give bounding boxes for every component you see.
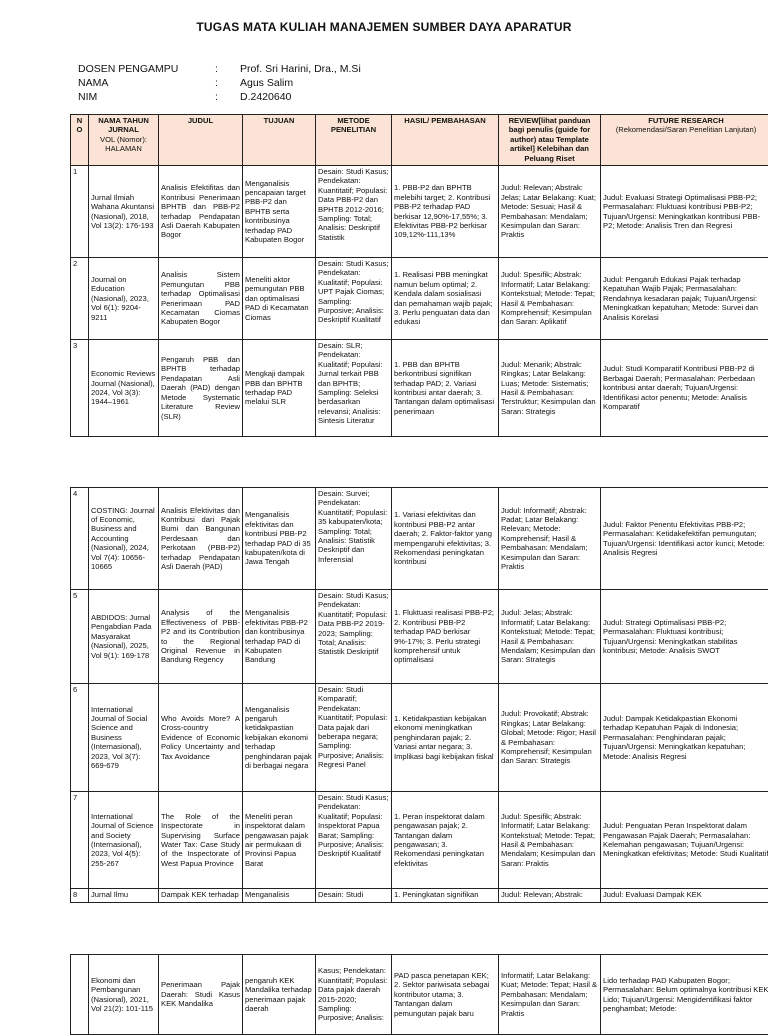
cell-tujuan: pengaruh KEK Mandalika terhadap penerimaan pajak daerah bbox=[243, 955, 316, 1035]
header-tujuan: TUJUAN bbox=[243, 115, 316, 166]
header-future: FUTURE RESEARCH (Rekomendasi/Saran Penelitian Lanjutan) bbox=[601, 115, 768, 166]
header-jurnal: NAMA TAHUN JURNAL VOL (Nomor): HALAMAN bbox=[89, 115, 159, 166]
cell-tujuan: Meneliti aktor pemungutan PBB dan optimalisasi PAD di Kecamatan Ciomas bbox=[243, 258, 316, 340]
table-row bbox=[71, 590, 768, 684]
meta-value: Agus Salim bbox=[240, 76, 293, 90]
review-table-page-1 bbox=[70, 114, 768, 437]
cell-future: Judul: Faktor Penentu Efektivitas PBB-P2; Permasalahan: Ketidakefektifan pemungutan; Tujuan/Urgensi: Identifikasi actor kunci; Metode: Analisis Regresi bbox=[601, 488, 768, 590]
cell-future: Judul: Evaluasi Dampak KEK bbox=[601, 889, 768, 903]
cell-tujuan: Mengkaji dampak PBB dan BPHTB terhadap PAD melalui SLR bbox=[243, 340, 316, 437]
cell-future: Judul: Pengaruh Edukasi Pajak terhadap Kepatuhan Wajib Pajak; Permasalahan: Rendahnya kesadaran pajak; Tujuan/Urgensi: Meningkatkan kepatuhan; Metode: Survei dan Analisis Korelasi bbox=[601, 258, 768, 340]
cell-tujuan: Meneliti peran inspektorat dalam pengawasan pajak air permukaan di Provinsi Papua Barat bbox=[243, 792, 316, 889]
cell-no: 7 bbox=[71, 792, 89, 889]
cell-future: Judul: Dampak Ketidakpastian Ekonomi terhadap Kepatuhan Pajak di Indonesia; Permasalahan: Penghindaran pajak; Tujuan/Urgensi: Meningkatkan kepatuhan; Metode: Analisis Regresi bbox=[601, 684, 768, 792]
cell-jurnal: International Journal of Science and Society (Internasional), 2023, Vol 4(5): 255-267 bbox=[89, 792, 159, 889]
header-judul: JUDUL bbox=[159, 115, 243, 166]
cell-review: Judul: Menarik; Abstrak: Ringkas; Latar Belakang: Luas; Metode: Sistematis; Hasil & Pembahasan: Terstruktur; Kesimpulan dan Saran: Strategis bbox=[499, 340, 601, 437]
cell-tujuan: Menganalisis pengaruh ketidakpastian kebijakan ekonomi terhadap penghindaran pajak di berbagai negara bbox=[243, 684, 316, 792]
cell-metode: Desain: Survei; Pendekatan: Kuantitatif; Populasi: 35 kabupaten/kota; Sampling: Total; Analisis: Statistik Deskriptif dan Inferensial bbox=[316, 488, 392, 590]
cell-review: Judul: Spesifik; Abstrak: Informatif; Latar Belakang: Kontekstual; Metode: Tepat; Hasil & Pembahasan: Mendalam; Kesimpulan dan Saran: Praktis bbox=[499, 792, 601, 889]
cell-metode: Desain: Studi Komparatif; Pendekatan: Kuantitatif; Populasi: Data pajak dari beberapa negara; Sampling: Purposive; Analisis: Regresi Panel bbox=[316, 684, 392, 792]
cell-hasil: 1. PBB dan BPHTB berkontribusi signifikan terhadap PAD; 2. Variasi kontribusi antar daerah; 3. Tantangan dalam optimalisasi penerimaan bbox=[392, 340, 499, 437]
table-row bbox=[71, 166, 768, 258]
cell-no: 8 bbox=[71, 889, 89, 903]
cell-no: 4 bbox=[71, 488, 89, 590]
meta-value: Prof. Sri Harini, Dra., M.Si bbox=[240, 62, 361, 76]
cell-review: Judul: Spesifik; Abstrak: Informatif; Latar Belakang: Kontekstual; Metode: Tepat; Hasil & Pembahasan: Komprehensif; Kesimpulan dan Saran: Aplikatif bbox=[499, 258, 601, 340]
cell-judul: Dampak KEK terhadap bbox=[159, 889, 243, 903]
cell-hasil: 1. Ketidakpastian kebijakan ekonomi meningkatkan penghindaran pajak; 2. Variasi antar negara; 3. Implikasi bagi kebijakan fiskal bbox=[392, 684, 499, 792]
cell-no: 5 bbox=[71, 590, 89, 684]
cell-tujuan: Menganalisis efektivitas dan kontribusi PBB-P2 terhadap PAD di 35 kabupaten/kota di Jawa Tengah bbox=[243, 488, 316, 590]
review-table-page-3 bbox=[70, 954, 768, 1035]
cell-hasil: 1. PBB-P2 dan BPHTB melebihi target; 2. Kontribusi PBB-P2 terhadap PAD berkisar 12,90%-17,55%; 3. Efektivitas PBB-P2 berkisar 109,12%-111,13% bbox=[392, 166, 499, 258]
cell-future: Judul: Evaluasi Strategi Optimalisasi PBB-P2; Permasalahan: Fluktuasi kontribusi PBB-P2; Tujuan/Urgensi: Meningkatkan kontribusi PBB-P2; Metode: Analisis Tren dan Regresi bbox=[601, 166, 768, 258]
table-row bbox=[71, 488, 768, 590]
meta-colon: : bbox=[215, 90, 240, 104]
meta-label: NAMA bbox=[78, 76, 215, 90]
meta-colon: : bbox=[215, 62, 240, 76]
header-no: N O bbox=[71, 115, 89, 166]
cell-metode: Desain: Studi Kasus; Pendekatan: Kualitatif; Populasi: UPT Pajak Ciomas; Sampling: Purposive; Analisis: Deskriptif Kualitatif bbox=[316, 258, 392, 340]
cell-metode: Desain: Studi Kasus; Pendekatan: Kuantitatif; Populasi: Data PBB-P2 dan BPHTB 2012-2016; Sampling: Total; Analisis: Deskriptif Statistik bbox=[316, 166, 392, 258]
table-row bbox=[71, 955, 768, 1035]
cell-review: Judul: Provokatif; Abstrak: Ringkas; Latar Belakang: Global; Metode: Rigor; Hasil & Pembahasan: Komprehensif; Kesimpulan dan Saran: Strategis bbox=[499, 684, 601, 792]
cell-review: Judul: Jelas; Abstrak: Informatif; Latar Belakang: Kontekstual; Metode: Tepat; Hasil & Pembahasan: Mendalam; Kesimpulan dan Saran: Strategis bbox=[499, 590, 601, 684]
cell-hasil: 1. Peningkatan signifikan bbox=[392, 889, 499, 903]
cell-future: Judul: Studi Komparatif Kontribusi PBB-P2 di Berbagai Daerah; Permasalahan: Perbedaan kontribusi antar daerah; Tujuan/Urgensi: Identifikasi actor penentu; Metode: Analisis Komparatif bbox=[601, 340, 768, 437]
cell-judul: Analisis Efektivitas dan Kontribusi dari Pajak Bumi dan Bangunan Perdesaan dan Perkotaan (PBB-P2) terhadap Pendapatan Asli Daerah (PAD) bbox=[159, 488, 243, 590]
cell-no: 6 bbox=[71, 684, 89, 792]
cell-judul: Penerimaan Pajak Daerah: Studi Kasus KEK Mandalika bbox=[159, 955, 243, 1035]
cell-hasil: 1. Realisasi PBB meningkat namun belum optimal; 2. Kendala dalam sosialisasi dan pemahaman wajib pajak; 3. Perlu penguatan data dan edukasi bbox=[392, 258, 499, 340]
cell-jurnal: Journal on Education (Nasional), 2023, Vol 6(1): 9204-9211 bbox=[89, 258, 159, 340]
cell-future: Judul: Penguatan Peran Inspektorat dalam Pengawasan Pajak Daerah; Permasalahan: Kelemahan pengawasan; Tujuan/Urgensi: Meningkatkan efektivitas; Metode: Studi Kualitatif bbox=[601, 792, 768, 889]
meta-row-name bbox=[78, 76, 361, 90]
student-info bbox=[78, 62, 361, 104]
table-row bbox=[71, 889, 768, 903]
meta-colon: : bbox=[215, 76, 240, 90]
cell-review: Informatif; Latar Belakang: Kuat; Metode: Tepat; Hasil & Pembahasan: Mendalam; Kesimpulan dan Saran: Praktis bbox=[499, 955, 601, 1035]
meta-label: DOSEN PENGAMPU bbox=[78, 62, 215, 76]
cell-judul: The Role of the Inspectorate in Supervising Surface Water Tax: Case Study of the Inspectorate of West Papua Province bbox=[159, 792, 243, 889]
cell-metode: Desain: SLR; Pendekatan: Kualitatif; Populasi: Jurnal terkait PBB dan BPHTB; Sampling: Seleksi berdasarkan relevansi; Analisis: Sintesis Literatur bbox=[316, 340, 392, 437]
header-metode: METODE PENELITIAN bbox=[316, 115, 392, 166]
cell-hasil: PAD pasca penetapan KEK; 2. Sektor pariwisata sebagai kontributor utama; 3. Tantangan dalam pemungutan pajak baru bbox=[392, 955, 499, 1035]
table-row bbox=[71, 340, 768, 437]
table-header-row bbox=[71, 115, 768, 166]
cell-jurnal: ABDIDOS: Jurnal Pengabdian Pada Masyarakat (Nasional), 2025, Vol 9(1): 169-178 bbox=[89, 590, 159, 684]
cell-judul: Who Avoids More? A Cross-country Evidence of Economic Policy Uncertainty and Tax Avoidance bbox=[159, 684, 243, 792]
cell-no: 3 bbox=[71, 340, 89, 437]
cell-no: 2 bbox=[71, 258, 89, 340]
cell-metode: Desain: Studi bbox=[316, 889, 392, 903]
cell-jurnal: Jurnal Ilmu bbox=[89, 889, 159, 903]
cell-judul: Analisis Sistem Pemungutan PBB terhadap Optimalisasi Penerimaan PAD Kecamatan Ciomas Kabupaten Bogor bbox=[159, 258, 243, 340]
cell-judul: Analisis Efektifitas dan Kontribusi Penerimaan BPHTB dan PBB-P2 terhadap Pendapatan Asli Daerah Kabupaten Bogor bbox=[159, 166, 243, 258]
meta-row-nim bbox=[78, 90, 361, 104]
meta-value: D.2420640 bbox=[240, 90, 291, 104]
header-review: REVIEW[lihat panduan bagi penulis (guide for author) atau Template artikel] Kelebihan dan Peluang Riset bbox=[499, 115, 601, 166]
cell-jurnal: Jurnal Ilmiah Wahana Akuntansi (Nasional), 2018, Vol 13(2): 176-193 bbox=[89, 166, 159, 258]
cell-no: 1 bbox=[71, 166, 89, 258]
cell-metode: Desain: Studi Kasus; Pendekatan: Kuantitatif; Populasi: Data PBB-P2 2019-2023; Sampling: Total; Analisis: Statistik Deskriptif bbox=[316, 590, 392, 684]
table-row bbox=[71, 684, 768, 792]
cell-tujuan: Menganalisis pencapaian target PBB-P2 dan BPHTB serta kontribusinya terhadap PAD Kabupaten Bogor bbox=[243, 166, 316, 258]
cell-review: Judul: Relevan; Abstrak: bbox=[499, 889, 601, 903]
cell-review: Judul: Informatif; Abstrak: Padat; Latar Belakang: Relevan; Metode: Komprehensif; Hasil & Pembahasan: Mendalam; Kesimpulan dan Saran: Praktis bbox=[499, 488, 601, 590]
cell-future: Lido terhadap PAD Kabupaten Bogor; Permasalahan: Belum optimalnya kontribusi KEK Lido; Tujuan/Urgensi: Mengidentifikasi faktor penghambat; Metode: bbox=[601, 955, 768, 1035]
cell-jurnal: Economic Reviews Journal (Nasional), 2024, Vol 3(3): 1944–1961 bbox=[89, 340, 159, 437]
cell-jurnal: COSTING: Journal of Economic, Business and Accounting (Nasional), 2024, Vol 7(4): 10656-10665 bbox=[89, 488, 159, 590]
header-hasil: HASIL/ PEMBAHASAN bbox=[392, 115, 499, 166]
table-row bbox=[71, 258, 768, 340]
meta-row-lecturer bbox=[78, 62, 361, 76]
review-table-page-2 bbox=[70, 487, 768, 903]
cell-review: Judul: Relevan; Abstrak: Jelas; Latar Belakang: Kuat; Metode: Sesuai; Hasil & Pembahasan: Mendalam; Kesimpulan dan Saran: Praktis bbox=[499, 166, 601, 258]
cell-no bbox=[71, 955, 89, 1035]
cell-hasil: 1. Fluktuasi realisasi PBB-P2; 2. Kontribusi PBB-P2 terhadap PAD berkisar 9%-17%; 3. Perlu strategi komprehensif untuk optimalisasi bbox=[392, 590, 499, 684]
cell-jurnal: International Journal of Social Science and Business (Internasional), 2023, Vol 3(7): 669-679 bbox=[89, 684, 159, 792]
cell-metode: Kasus; Pendekatan: Kuantitatif; Populasi: Data pajak daerah 2015-2020; Sampling: Purposive; Analisis: bbox=[316, 955, 392, 1035]
document-title: TUGAS MATA KULIAH MANAJEMEN SUMBER DAYA APARATUR bbox=[0, 20, 768, 34]
cell-future: Judul: Strategi Optimalisasi PBB-P2; Permasalahan: Fluktuasi kontribusi; Tujuan/Urgensi: Meningkatkan stabilitas kontribusi; Metode: Analisis SWOT bbox=[601, 590, 768, 684]
cell-tujuan: Menganalisis efektivitas PBB-P2 dan kontribusinya terhadap PAD di Kabupaten Bandung bbox=[243, 590, 316, 684]
meta-label: NIM bbox=[78, 90, 215, 104]
cell-judul: Pengaruh PBB dan BPHTB terhadap Pendapatan Asli Daerah (PAD) dengan Metode Systematic Literature Review (SLR) bbox=[159, 340, 243, 437]
cell-metode: Desain: Studi Kasus; Pendekatan: Kualitatif; Populasi: Inspektorat Papua Barat; Sampling: Purposive; Analisis: Deskriptif Kualitatif bbox=[316, 792, 392, 889]
cell-hasil: 1. Variasi efektivitas dan kontribusi PBB-P2 antar daerah; 2. Faktor-faktor yang mempengaruhi efektivitas; 3. Rekomendasi peningkatan kontribusi bbox=[392, 488, 499, 590]
cell-jurnal: Ekonomi dan Pembangunan (Nasional), 2021, Vol 21(2): 101-115 bbox=[89, 955, 159, 1035]
cell-judul: Analysis of the Effectiveness of PBB-P2 and its Contribution to the Regional Original Revenue in Bandung Regency bbox=[159, 590, 243, 684]
table-row bbox=[71, 792, 768, 889]
cell-tujuan: Menganalisis bbox=[243, 889, 316, 903]
cell-hasil: 1. Peran inspektorat dalam pengawasan pajak; 2. Tantangan dalam pengawasan; 3. Rekomendasi peningkatan efektivitas bbox=[392, 792, 499, 889]
